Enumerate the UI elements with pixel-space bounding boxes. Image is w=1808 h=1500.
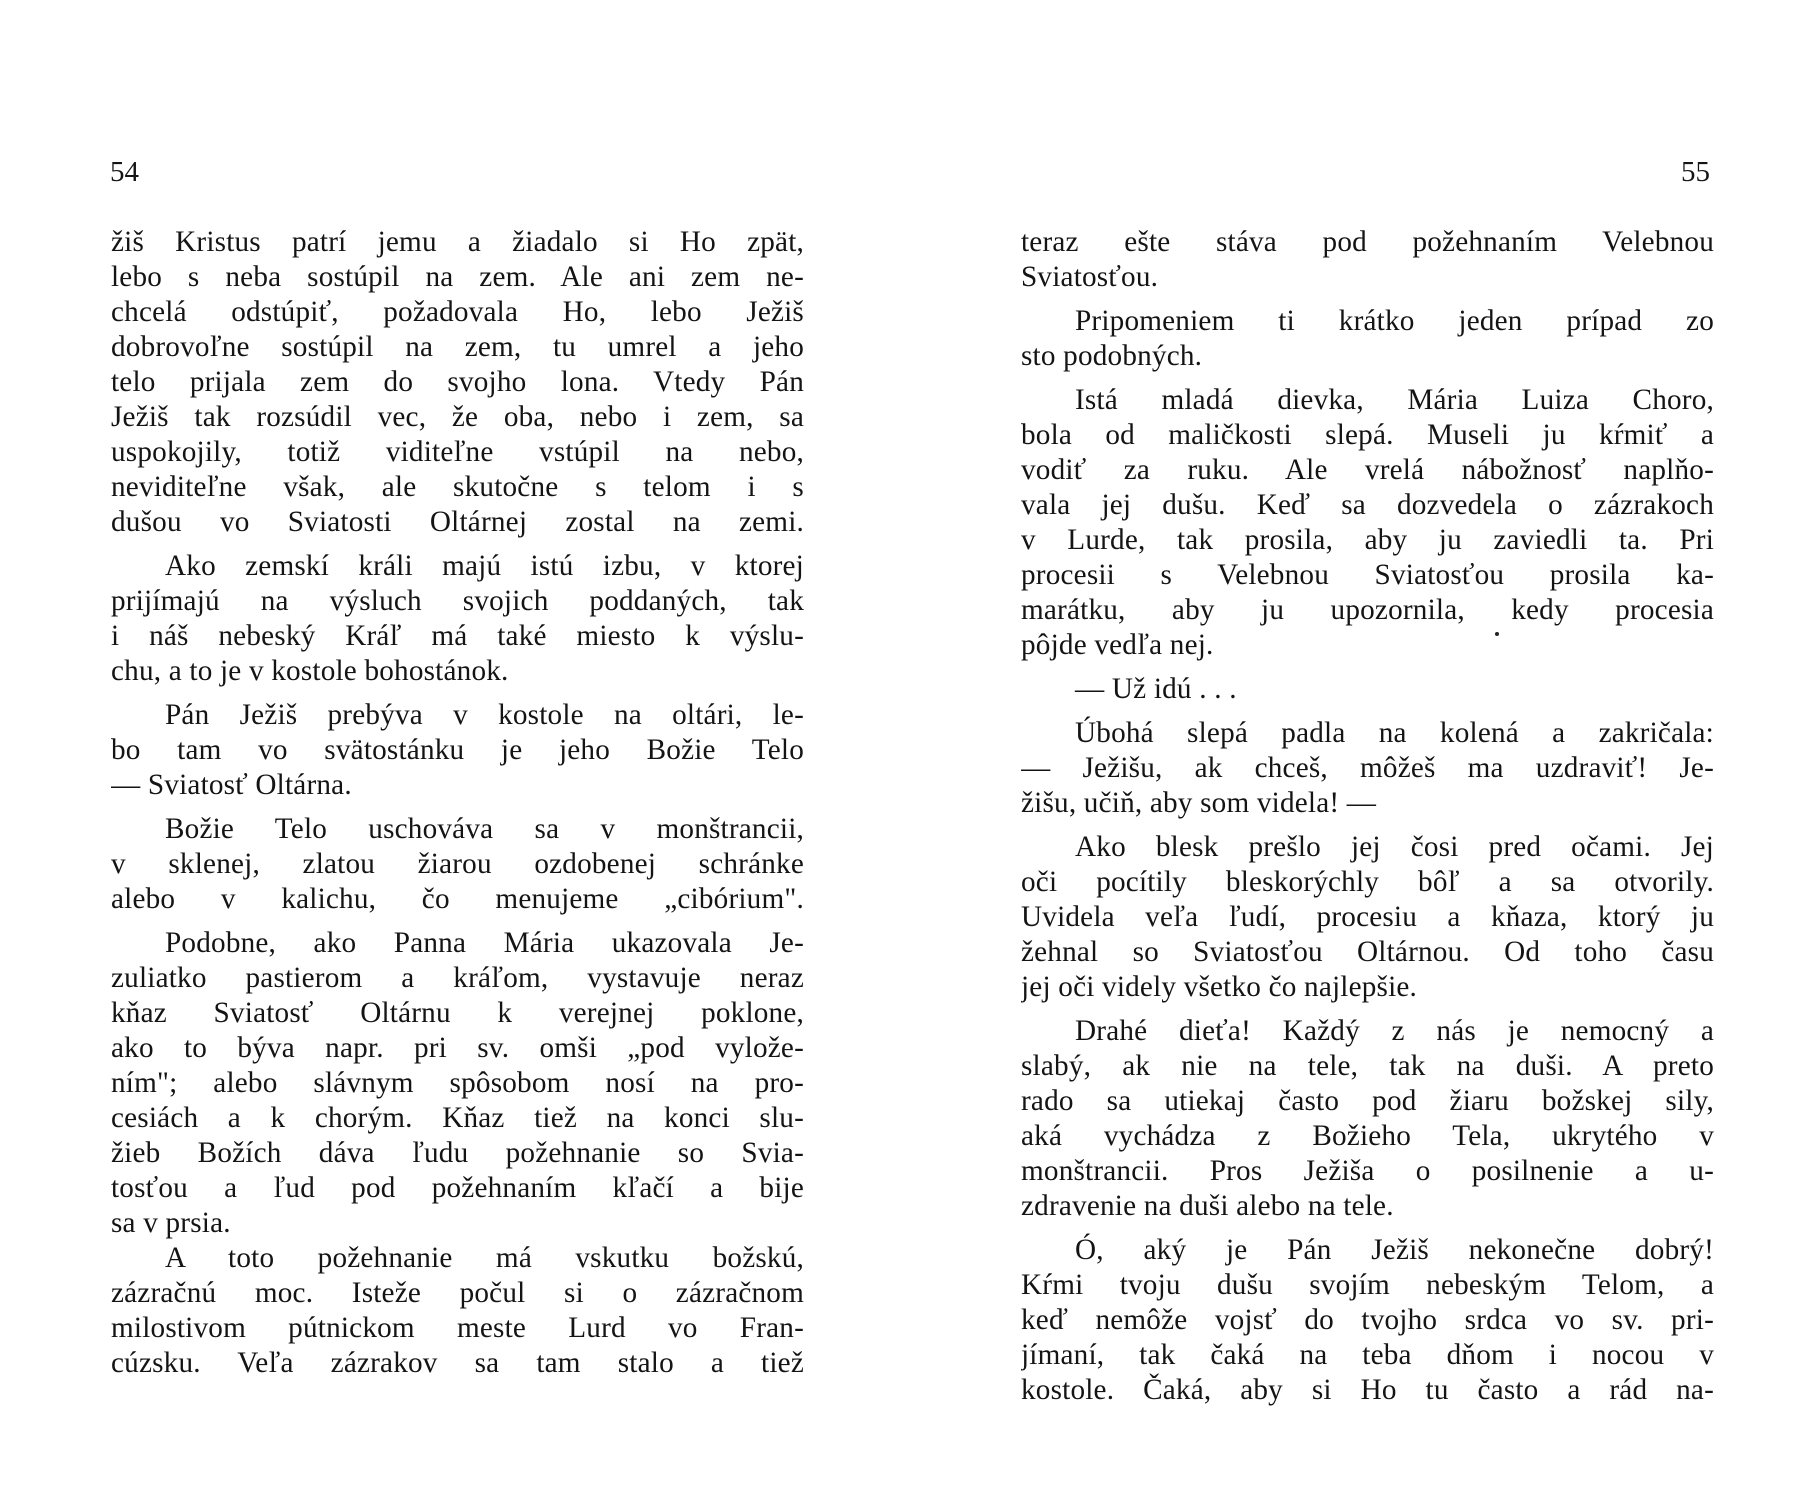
text-line: neviditeľne však, ale skutočne s telom i s — [111, 471, 804, 503]
text-line: Pripomeniem ti krátko jeden prípad zo — [1075, 305, 1714, 337]
text-line: Úbohá slepá padla na kolená a zakričala: — [1075, 717, 1714, 749]
paragraph — [1021, 672, 1714, 707]
text-line: Podobne, ako Panna Mária ukazovala Je- — [165, 927, 804, 959]
paragraph — [111, 812, 804, 917]
text-line: chu, a to je v kostole bohostánok. — [111, 655, 509, 687]
text-line: jímaní, tak čaká na teba dňom i nocou v — [1021, 1339, 1714, 1371]
text-line: — Už idú . . . — [1075, 673, 1237, 705]
text-line: v Lurde, tak prosila, aby ju zaviedli ta. Pri — [1021, 524, 1714, 556]
text-line: Božie Telo uschováva sa v monštrancii, — [165, 813, 804, 845]
right-page — [904, 0, 1808, 1500]
text-line: alebo v kalichu, čo menujeme „cibórium". — [111, 883, 804, 915]
text-line: keď nemôže vojsť do tvojho srdca vo sv. pri- — [1021, 1304, 1714, 1336]
paragraph — [1021, 225, 1714, 295]
text-line: ním"; alebo slávnym spôsobom nosí na pro- — [111, 1067, 804, 1099]
text-line: — Sviatosť Oltárna. — [111, 769, 352, 801]
text-line: teraz ešte stáva pod požehnaním Velebnou — [1021, 226, 1714, 258]
text-line: sto podobných. — [1021, 340, 1203, 372]
text-line: jej oči videly všetko čo najlepšie. — [1021, 971, 1418, 1003]
ink-speck — [1495, 632, 1499, 636]
page-number: 54 — [110, 156, 139, 188]
text-line: telo prijala zem do svojho lona. Vtedy Pán — [111, 366, 804, 398]
text-line: Pán Ježiš prebýva v kostole na oltári, le- — [165, 699, 804, 731]
text-line: Uvidela veľa ľudí, procesiu a kňaza, ktorý ju — [1021, 901, 1714, 933]
text-column — [111, 225, 804, 1381]
text-line: zuliatko pastierom a kráľom, vystavuje neraz — [111, 962, 804, 994]
text-line: kostole. Čaká, aby si Ho tu často a rád na- — [1021, 1374, 1714, 1406]
text-line: chcelá odstúpiť, požadovala Ho, lebo Ježiš — [111, 296, 804, 328]
text-line: Ako blesk prešlo jej čosi pred očami. Jej — [1075, 831, 1714, 863]
text-line: — Ježišu, ak chceš, môžeš ma uzdraviť! Je- — [1021, 752, 1714, 784]
paragraph — [111, 698, 804, 803]
text-line: A toto požehnanie má vskutku božskú, — [165, 1242, 804, 1274]
text-line: sa v prsia. — [111, 1207, 231, 1239]
text-line: kňaz Sviatosť Oltárnu k verejnej poklone, — [111, 997, 804, 1029]
text-line: ako to býva napr. pri sv. omši „pod vylože- — [111, 1032, 804, 1064]
text-line: marátku, aby ju upozornila, kedy procesia — [1021, 594, 1714, 626]
paragraph — [1021, 1014, 1714, 1224]
text-line: slabý, ak nie na tele, tak na duši. A preto — [1021, 1050, 1714, 1082]
text-line: žiš Kristus patrí jemu a žiadalo si Ho zpät, — [111, 226, 804, 258]
text-line: dobrovoľne sostúpil na zem, tu umrel a jeho — [111, 331, 804, 363]
text-line: žieb Božích dáva ľudu požehnanie so Svia- — [111, 1137, 804, 1169]
text-line: Ako zemskí králi majú istú izbu, v ktorej — [165, 550, 804, 582]
text-line: milostivom pútnickom meste Lurd vo Fran- — [111, 1312, 804, 1344]
text-line: Ježiš tak rozsúdil vec, že oba, nebo i zem, sa — [111, 401, 804, 433]
text-line: žišu, učiň, aby som videla! — — [1021, 787, 1377, 819]
text-line: tosťou a ľud pod požehnaním kľačí a bije — [111, 1172, 804, 1204]
text-line: Kŕmi tvoju dušu svojím nebeským Telom, a — [1021, 1269, 1714, 1301]
paragraph — [111, 549, 804, 689]
text-line: cesiách a k chorým. Kňaz tiež na konci slu- — [111, 1102, 804, 1134]
text-line: procesii s Velebnou Sviatosťou prosila ka- — [1021, 559, 1714, 591]
text-column — [1021, 225, 1714, 1408]
text-line: i náš nebeský Kráľ má také miesto k výslu- — [111, 620, 804, 652]
text-line: bola od maličkosti slepá. Museli ju kŕmiť a — [1021, 419, 1714, 451]
page-number: 55 — [1681, 156, 1710, 188]
text-line: rado sa utiekaj často pod žiaru božskej sily, — [1021, 1085, 1714, 1117]
text-line: cúzsku. Veľa zázrakov sa tam stalo a tiež — [111, 1347, 804, 1379]
text-line: lebo s neba sostúpil na zem. Ale ani zem ne- — [111, 261, 804, 293]
paragraph — [111, 225, 804, 540]
paragraph — [1021, 716, 1714, 821]
text-line: Istá mladá dievka, Mária Luiza Choro, — [1075, 384, 1714, 416]
paragraph — [111, 926, 804, 1241]
text-line: dušou vo Sviatosti Oltárnej zostal na zemi. — [111, 506, 804, 538]
text-line: žehnal so Sviatosťou Oltárnou. Od toho času — [1021, 936, 1714, 968]
paragraph — [1021, 304, 1714, 374]
text-line: v sklenej, zlatou žiarou ozdobenej schránke — [111, 848, 804, 880]
paragraph — [111, 1241, 804, 1381]
text-line: zázračnú moc. Isteže počul si o zázračnom — [111, 1277, 804, 1309]
paragraph — [1021, 383, 1714, 663]
text-line: Ó, aký je Pán Ježiš nekonečne dobrý! — [1075, 1234, 1714, 1266]
text-line: oči pocítily bleskorýchly bôľ a sa otvorily. — [1021, 866, 1714, 898]
text-line: prijímajú na výsluch svojich poddaných, tak — [111, 585, 804, 617]
text-line: aká vychádza z Božieho Tela, ukrytého v — [1021, 1120, 1714, 1152]
text-line: vodiť za ruku. Ale vrelá nábožnosť naplňo- — [1021, 454, 1714, 486]
paragraph — [1021, 1233, 1714, 1408]
text-line: Drahé dieťa! Každý z nás je nemocný a — [1075, 1015, 1714, 1047]
text-line: Sviatosťou. — [1021, 261, 1159, 293]
text-line: uspokojily, totiž viditeľne vstúpil na nebo, — [111, 436, 804, 468]
text-line: bo tam vo svätostánku je jeho Božie Telo — [111, 734, 804, 766]
text-line: monštrancii. Pros Ježiša o posilnenie a u- — [1021, 1155, 1714, 1187]
text-line: vala jej dušu. Keď sa dozvedela o zázrakoch — [1021, 489, 1714, 521]
paragraph — [1021, 830, 1714, 1005]
text-line: zdravenie na duši alebo na tele. — [1021, 1190, 1394, 1222]
text-line: pôjde vedľa nej. — [1021, 629, 1214, 661]
